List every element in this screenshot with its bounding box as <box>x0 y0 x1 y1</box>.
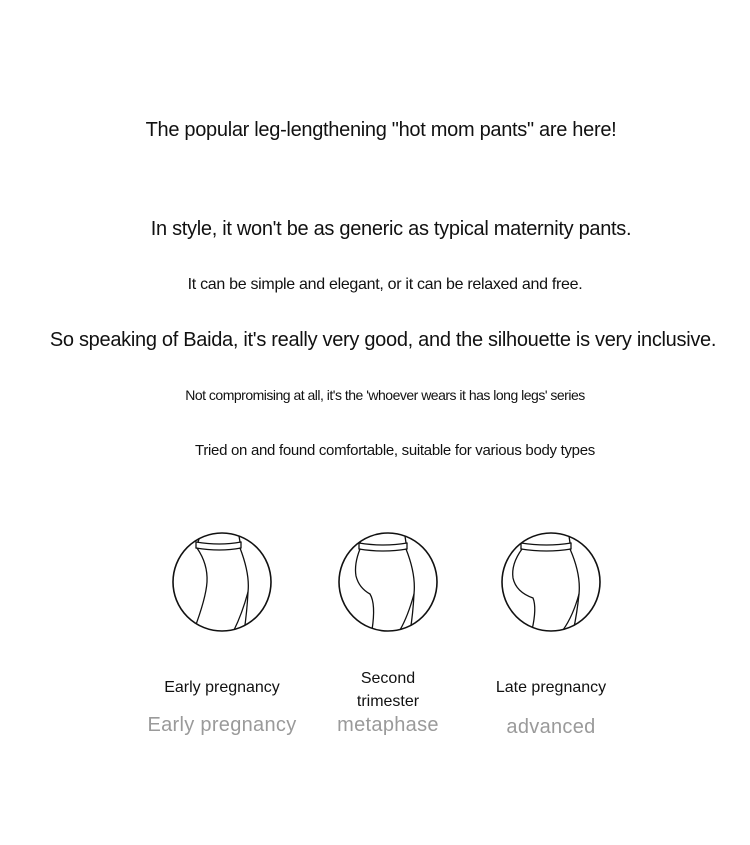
stage-label-early: Early pregnancy <box>164 679 280 696</box>
stage-sublabel-early: Early pregnancy <box>147 714 297 736</box>
silhouette-statement: So speaking of Baida, it's really very good, and the silhouette is very inclusive. <box>49 329 717 351</box>
belly-late-icon <box>499 530 603 634</box>
stage-late-pregnancy <box>471 530 631 738</box>
comfort-statement: Tried on and found comfortable, suitable for various body types <box>195 442 595 459</box>
long-legs-series-statement: Not compromising at all, it's the 'whoever wears it has long legs' series <box>185 387 585 403</box>
headline-hot-mom-pants: The popular leg-lengthening "hot mom pants" are here! <box>145 119 617 141</box>
stage-label-late: Late pregnancy <box>495 679 607 696</box>
stage-label-second: Second trimester <box>356 670 420 710</box>
stage-early-pregnancy <box>142 530 302 736</box>
style-statement: In style, it won't be as generic as typical maternity pants. <box>150 218 632 240</box>
stage-second-trimester <box>308 530 468 736</box>
belly-second-trimester-icon <box>336 530 440 634</box>
stage-sublabel-second: metaphase <box>337 714 439 736</box>
style-description: It can be simple and elegant, or it can be relaxed and free. <box>187 276 583 293</box>
stage-sublabel-late: advanced <box>506 716 596 738</box>
belly-early-icon <box>170 530 274 634</box>
